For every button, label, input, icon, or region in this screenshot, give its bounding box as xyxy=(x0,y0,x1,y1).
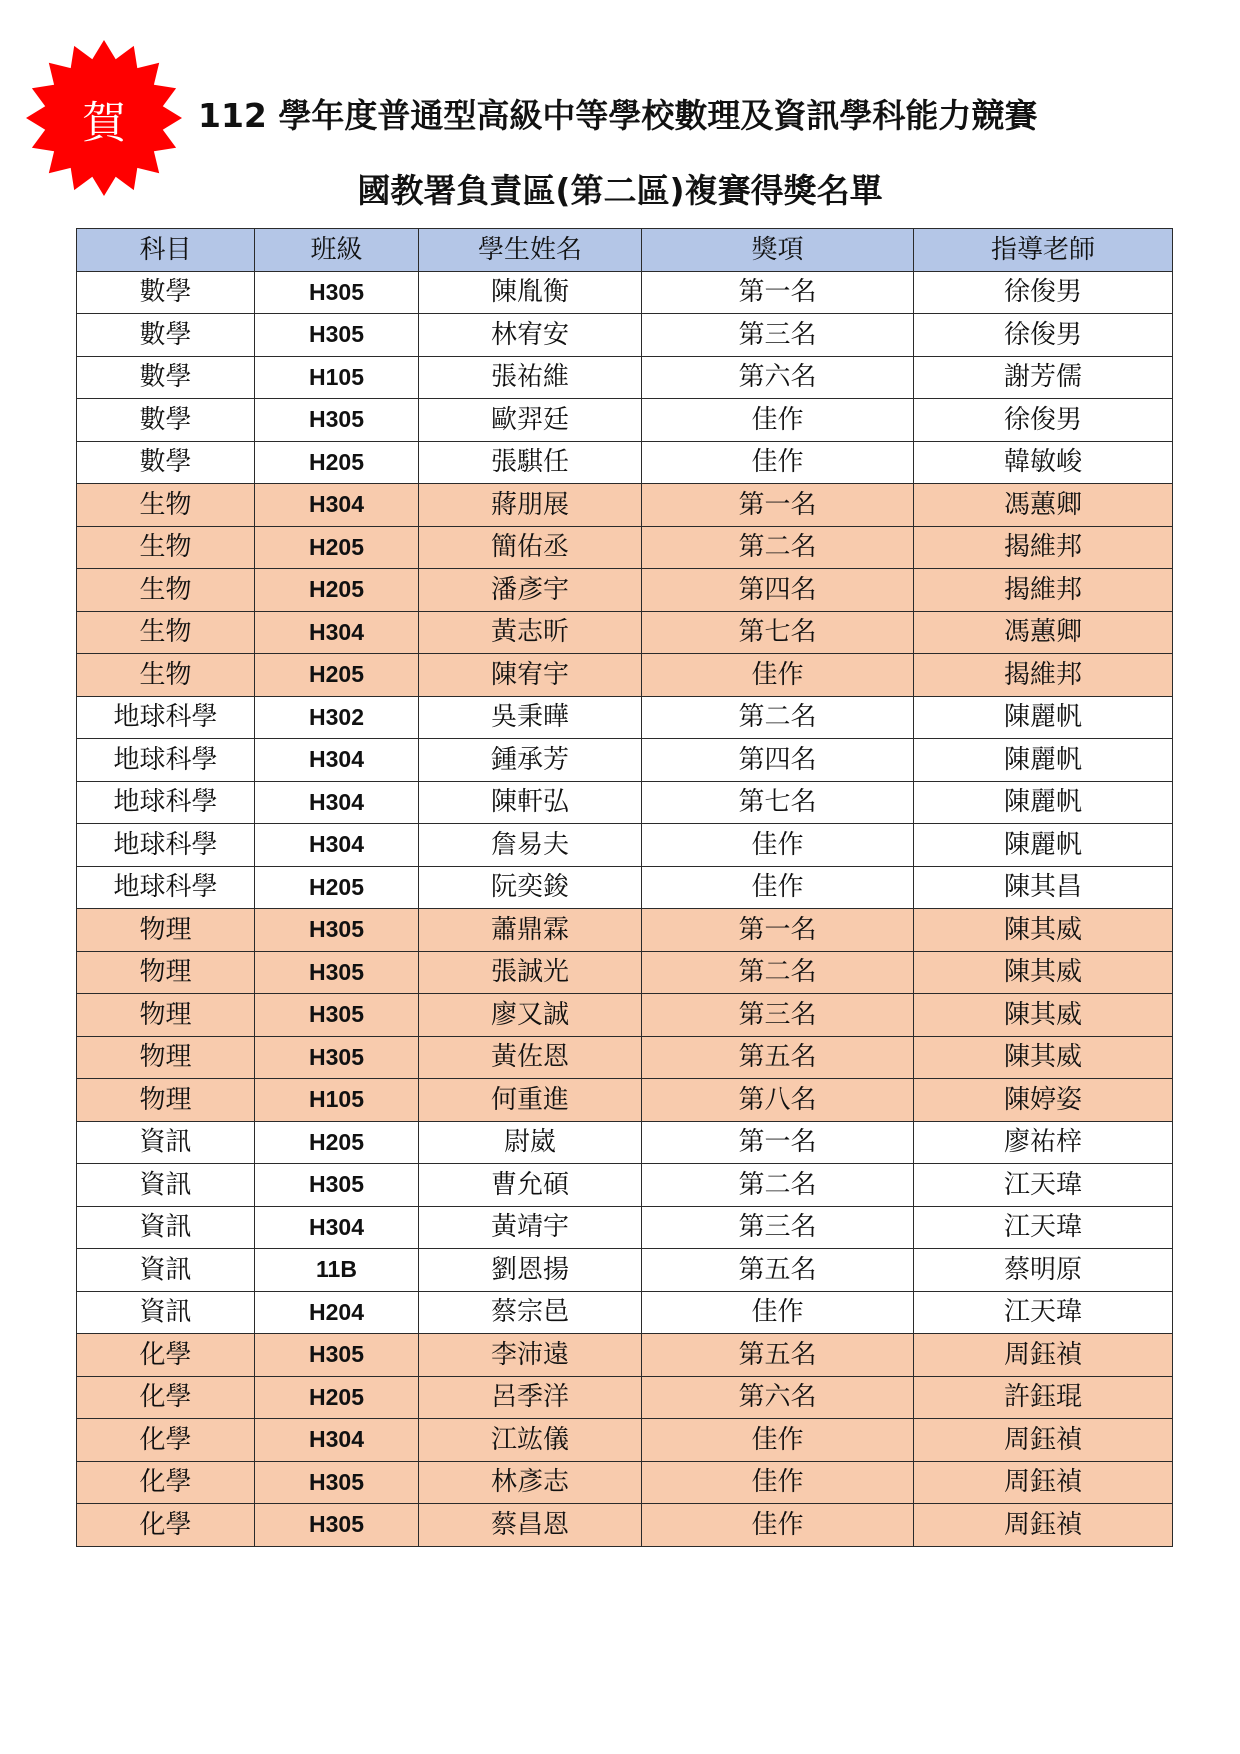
cell-student: 黃志昕 xyxy=(419,611,642,654)
cell-teacher: 謝芳儒 xyxy=(914,356,1173,399)
table-row xyxy=(77,654,1173,697)
page-subtitle: 國教署負責區(第二區)複賽得獎名單 xyxy=(357,171,883,210)
cell-subject: 數學 xyxy=(77,441,255,484)
cell-award: 第八名 xyxy=(642,1079,914,1122)
cell-student: 江竑儀 xyxy=(419,1419,642,1462)
table-row xyxy=(77,399,1173,442)
cell-class: H205 xyxy=(255,526,419,569)
cell-award: 第七名 xyxy=(642,781,914,824)
table-row xyxy=(77,526,1173,569)
table-row xyxy=(77,611,1173,654)
cell-subject: 生物 xyxy=(77,526,255,569)
awards-table xyxy=(76,228,1173,1547)
cell-award: 第一名 xyxy=(642,909,914,952)
cell-subject: 數學 xyxy=(77,356,255,399)
table-row xyxy=(77,1164,1173,1207)
table-row xyxy=(77,356,1173,399)
cell-subject: 資訊 xyxy=(77,1121,255,1164)
cell-subject: 資訊 xyxy=(77,1249,255,1292)
table-header-row xyxy=(77,229,1173,272)
cell-subject: 化學 xyxy=(77,1419,255,1462)
cell-student: 蕭鼎霖 xyxy=(419,909,642,952)
cell-class: H305 xyxy=(255,1461,419,1504)
cell-teacher: 陳其威 xyxy=(914,994,1173,1037)
cell-student: 尉崴 xyxy=(419,1121,642,1164)
cell-subject: 物理 xyxy=(77,951,255,994)
cell-teacher: 許鈺琨 xyxy=(914,1376,1173,1419)
cell-class: H205 xyxy=(255,866,419,909)
cell-teacher: 陳其威 xyxy=(914,909,1173,952)
cell-student: 陳胤衡 xyxy=(419,271,642,314)
cell-class: H204 xyxy=(255,1291,419,1334)
table-row xyxy=(77,1206,1173,1249)
cell-subject: 生物 xyxy=(77,484,255,527)
cell-class: H305 xyxy=(255,994,419,1037)
cell-class: H304 xyxy=(255,781,419,824)
cell-teacher: 揭維邦 xyxy=(914,654,1173,697)
cell-class: H205 xyxy=(255,1376,419,1419)
cell-teacher: 馮蕙卿 xyxy=(914,611,1173,654)
cell-teacher: 陳其昌 xyxy=(914,866,1173,909)
cell-teacher: 周鈺禎 xyxy=(914,1504,1173,1547)
cell-teacher: 陳麗帆 xyxy=(914,824,1173,867)
cell-class: H305 xyxy=(255,399,419,442)
cell-award: 第二名 xyxy=(642,526,914,569)
cell-class: H305 xyxy=(255,909,419,952)
cell-subject: 化學 xyxy=(77,1504,255,1547)
cell-teacher: 徐俊男 xyxy=(914,271,1173,314)
cell-student: 鍾承芳 xyxy=(419,739,642,782)
cell-award: 佳作 xyxy=(642,1461,914,1504)
cell-class: H205 xyxy=(255,1121,419,1164)
cell-teacher: 蔡明原 xyxy=(914,1249,1173,1292)
cell-award: 第五名 xyxy=(642,1249,914,1292)
cell-subject: 地球科學 xyxy=(77,866,255,909)
cell-teacher: 廖祐梓 xyxy=(914,1121,1173,1164)
cell-subject: 生物 xyxy=(77,569,255,612)
cell-student: 黃佐恩 xyxy=(419,1036,642,1079)
cell-class: H305 xyxy=(255,1334,419,1377)
cell-award: 佳作 xyxy=(642,866,914,909)
cell-student: 歐羿廷 xyxy=(419,399,642,442)
cell-subject: 化學 xyxy=(77,1334,255,1377)
cell-teacher: 陳婷姿 xyxy=(914,1079,1173,1122)
cell-teacher: 陳其威 xyxy=(914,1036,1173,1079)
cell-student: 曹允碩 xyxy=(419,1164,642,1207)
cell-class: 11B xyxy=(255,1249,419,1292)
cell-award: 第六名 xyxy=(642,356,914,399)
cell-class: H105 xyxy=(255,356,419,399)
cell-student: 陳軒弘 xyxy=(419,781,642,824)
cell-student: 蔣朋展 xyxy=(419,484,642,527)
table-row xyxy=(77,1376,1173,1419)
cell-teacher: 江天瑋 xyxy=(914,1164,1173,1207)
cell-teacher: 徐俊男 xyxy=(914,399,1173,442)
cell-award: 佳作 xyxy=(642,441,914,484)
cell-subject: 地球科學 xyxy=(77,781,255,824)
cell-student: 蔡昌恩 xyxy=(419,1504,642,1547)
cell-teacher: 江天瑋 xyxy=(914,1291,1173,1334)
header-subject: 科目 xyxy=(77,229,255,272)
cell-subject: 生物 xyxy=(77,654,255,697)
cell-student: 林宥安 xyxy=(419,314,642,357)
cell-student: 呂季洋 xyxy=(419,1376,642,1419)
cell-teacher: 韓敏峻 xyxy=(914,441,1173,484)
table-row xyxy=(77,1291,1173,1334)
cell-subject: 數學 xyxy=(77,271,255,314)
cell-class: H305 xyxy=(255,314,419,357)
cell-award: 第三名 xyxy=(642,1206,914,1249)
cell-student: 潘彥宇 xyxy=(419,569,642,612)
table-row xyxy=(77,441,1173,484)
table-row xyxy=(77,1079,1173,1122)
cell-subject: 地球科學 xyxy=(77,696,255,739)
cell-award: 第三名 xyxy=(642,994,914,1037)
table-row xyxy=(77,271,1173,314)
cell-student: 吳秉曄 xyxy=(419,696,642,739)
cell-subject: 物理 xyxy=(77,1036,255,1079)
table-row xyxy=(77,824,1173,867)
cell-class: H304 xyxy=(255,1206,419,1249)
cell-student: 詹易夫 xyxy=(419,824,642,867)
cell-award: 第六名 xyxy=(642,1376,914,1419)
cell-class: H305 xyxy=(255,1036,419,1079)
cell-award: 佳作 xyxy=(642,1504,914,1547)
table-row xyxy=(77,1461,1173,1504)
table-body xyxy=(77,271,1173,1546)
cell-class: H304 xyxy=(255,739,419,782)
table-row xyxy=(77,314,1173,357)
table-row xyxy=(77,1036,1173,1079)
cell-subject: 資訊 xyxy=(77,1291,255,1334)
cell-award: 第四名 xyxy=(642,569,914,612)
page-title: 112 學年度普通型高級中等學校數理及資訊學科能力競賽 xyxy=(198,96,1038,135)
table-row xyxy=(77,1334,1173,1377)
table-row xyxy=(77,1249,1173,1292)
cell-class: H305 xyxy=(255,951,419,994)
cell-award: 第七名 xyxy=(642,611,914,654)
table-row xyxy=(77,739,1173,782)
cell-subject: 生物 xyxy=(77,611,255,654)
cell-teacher: 揭維邦 xyxy=(914,526,1173,569)
cell-teacher: 周鈺禎 xyxy=(914,1334,1173,1377)
table-row xyxy=(77,1121,1173,1164)
cell-student: 張騏任 xyxy=(419,441,642,484)
cell-class: H304 xyxy=(255,484,419,527)
cell-subject: 地球科學 xyxy=(77,824,255,867)
table-row xyxy=(77,994,1173,1037)
cell-student: 陳宥宇 xyxy=(419,654,642,697)
cell-award: 第二名 xyxy=(642,696,914,739)
cell-teacher: 陳麗帆 xyxy=(914,696,1173,739)
cell-subject: 資訊 xyxy=(77,1206,255,1249)
cell-student: 李沛遠 xyxy=(419,1334,642,1377)
cell-award: 第一名 xyxy=(642,484,914,527)
cell-teacher: 陳其威 xyxy=(914,951,1173,994)
cell-teacher: 周鈺禎 xyxy=(914,1419,1173,1462)
awards-table-container xyxy=(76,228,1172,1547)
cell-student: 劉恩揚 xyxy=(419,1249,642,1292)
cell-subject: 地球科學 xyxy=(77,739,255,782)
cell-student: 林彥志 xyxy=(419,1461,642,1504)
cell-teacher: 陳麗帆 xyxy=(914,739,1173,782)
cell-teacher: 周鈺禎 xyxy=(914,1461,1173,1504)
cell-subject: 數學 xyxy=(77,399,255,442)
cell-subject: 物理 xyxy=(77,909,255,952)
cell-student: 簡佑丞 xyxy=(419,526,642,569)
cell-student: 張祐維 xyxy=(419,356,642,399)
cell-class: H304 xyxy=(255,1419,419,1462)
table-row xyxy=(77,1504,1173,1547)
cell-award: 佳作 xyxy=(642,654,914,697)
header-class: 班級 xyxy=(255,229,419,272)
cell-subject: 物理 xyxy=(77,994,255,1037)
cell-class: H304 xyxy=(255,611,419,654)
badge-text: 賀 xyxy=(82,97,126,149)
cell-class: H305 xyxy=(255,1164,419,1207)
cell-class: H105 xyxy=(255,1079,419,1122)
cell-award: 第三名 xyxy=(642,314,914,357)
cell-award: 第一名 xyxy=(642,1121,914,1164)
cell-class: H305 xyxy=(255,1504,419,1547)
cell-teacher: 江天瑋 xyxy=(914,1206,1173,1249)
cell-student: 阮奕鋑 xyxy=(419,866,642,909)
cell-subject: 物理 xyxy=(77,1079,255,1122)
cell-award: 第四名 xyxy=(642,739,914,782)
cell-award: 佳作 xyxy=(642,399,914,442)
table-row xyxy=(77,696,1173,739)
cell-award: 佳作 xyxy=(642,1291,914,1334)
cell-award: 第二名 xyxy=(642,951,914,994)
cell-class: H205 xyxy=(255,569,419,612)
cell-teacher: 陳麗帆 xyxy=(914,781,1173,824)
header-award: 獎項 xyxy=(642,229,914,272)
cell-student: 蔡宗邑 xyxy=(419,1291,642,1334)
table-row xyxy=(77,909,1173,952)
cell-student: 黃靖宇 xyxy=(419,1206,642,1249)
cell-award: 第五名 xyxy=(642,1334,914,1377)
cell-student: 張誠光 xyxy=(419,951,642,994)
cell-subject: 化學 xyxy=(77,1461,255,1504)
cell-award: 佳作 xyxy=(642,1419,914,1462)
cell-class: H205 xyxy=(255,654,419,697)
cell-subject: 資訊 xyxy=(77,1164,255,1207)
table-row xyxy=(77,1419,1173,1462)
cell-award: 第五名 xyxy=(642,1036,914,1079)
cell-student: 廖又誠 xyxy=(419,994,642,1037)
cell-teacher: 馮蕙卿 xyxy=(914,484,1173,527)
cell-teacher: 徐俊男 xyxy=(914,314,1173,357)
cell-class: H205 xyxy=(255,441,419,484)
table-row xyxy=(77,484,1173,527)
cell-award: 第一名 xyxy=(642,271,914,314)
cell-class: H302 xyxy=(255,696,419,739)
cell-award: 第二名 xyxy=(642,1164,914,1207)
table-row xyxy=(77,569,1173,612)
table-row xyxy=(77,781,1173,824)
header-teacher: 指導老師 xyxy=(914,229,1173,272)
header-student: 學生姓名 xyxy=(419,229,642,272)
cell-class: H304 xyxy=(255,824,419,867)
cell-award: 佳作 xyxy=(642,824,914,867)
cell-subject: 數學 xyxy=(77,314,255,357)
table-row xyxy=(77,951,1173,994)
cell-class: H305 xyxy=(255,271,419,314)
cell-student: 何重進 xyxy=(419,1079,642,1122)
table-row xyxy=(77,866,1173,909)
cell-subject: 化學 xyxy=(77,1376,255,1419)
cell-teacher: 揭維邦 xyxy=(914,569,1173,612)
